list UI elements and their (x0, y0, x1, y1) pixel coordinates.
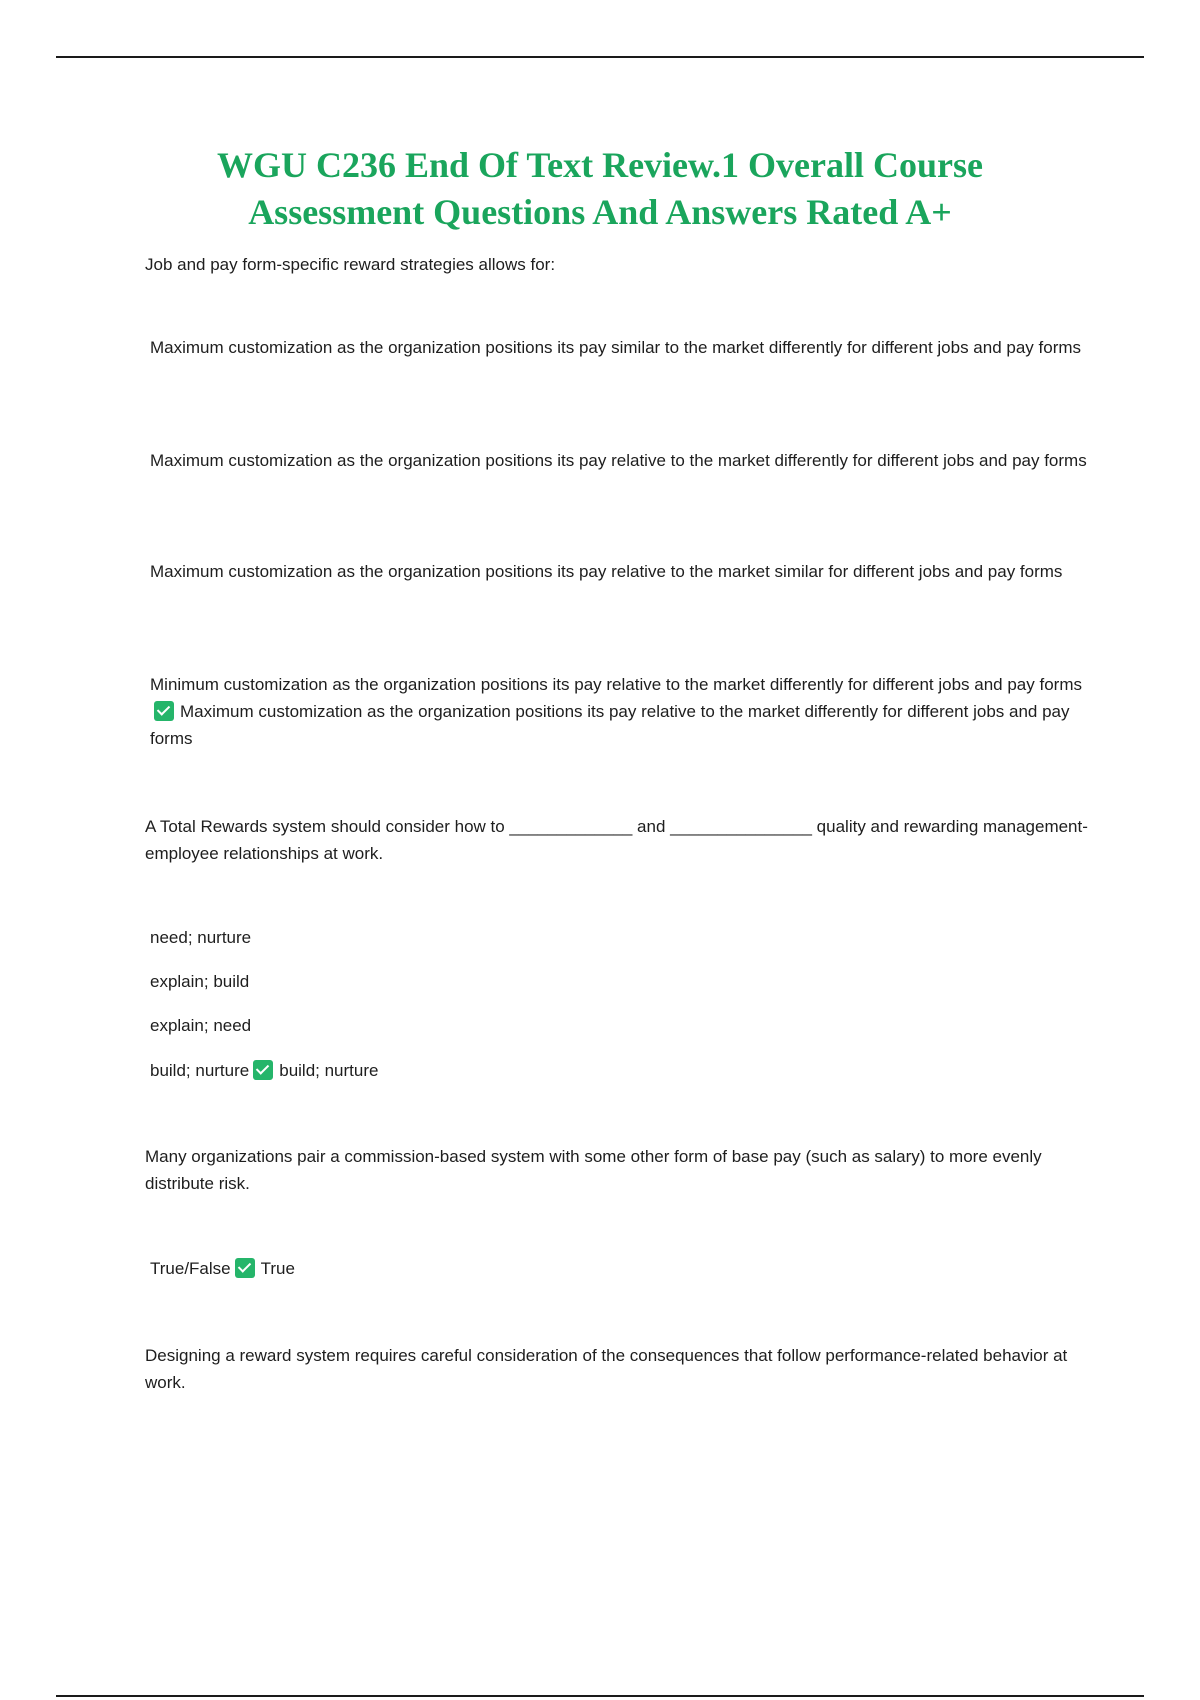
q1-option-3: Maximum customization as the organization positions its pay relative to the market similar for different jobs and pay forms (150, 562, 1063, 581)
q2-option-4-with-answer (145, 1057, 1095, 1084)
top-rule (56, 56, 1144, 58)
q1-option-4: Minimum customization as the organization positions its pay relative to the market differently for different jobs and pay forms (150, 675, 1082, 694)
q2-option-1: need; nurture (150, 928, 252, 947)
q1-option-2: Maximum customization as the organization positions its pay relative to the market differently for different jobs and pay forms (150, 451, 1087, 470)
q1-answer: Maximum customization as the organization positions its pay relative to the market differently for different jobs and pay forms (150, 702, 1070, 748)
q3-option: True/False (150, 1259, 231, 1278)
document-title (100, 142, 1100, 236)
title-line-1: WGU C236 End Of Text Review.1 Overall Course (217, 145, 983, 185)
bottom-rule (56, 1695, 1144, 1697)
q1-option-1: Maximum customization as the organization positions its pay similar to the market differently for different jobs and pay forms (150, 338, 1082, 357)
q2-option-4: build; nurture (150, 1061, 250, 1080)
check-icon (235, 1258, 255, 1278)
q3-answer: True (260, 1259, 295, 1278)
q2-option-3: explain; need (150, 1016, 252, 1035)
q2-option-2: explain; build (150, 972, 250, 991)
check-icon (253, 1060, 273, 1080)
q3-question: Many organizations pair a commission-based system with some other form of base pay (such as salary) to more evenly distribute risk. (145, 1147, 1042, 1193)
check-icon (154, 701, 174, 721)
q1-question: Job and pay form-specific reward strategies allows for: (145, 255, 556, 274)
q2-question: A Total Rewards system should consider how to _____________ and _______________ quality and rewarding management-employee relationships at work. (145, 817, 1088, 863)
q3-option-with-answer (145, 1255, 1095, 1282)
q4-question: Designing a reward system requires careful consideration of the consequences that follow performance-related behavior at work. (145, 1346, 1068, 1392)
title-line-2: Assessment Questions And Answers Rated A+ (248, 192, 952, 232)
q2-answer: build; nurture (279, 1061, 379, 1080)
q1-option-4-with-answer (145, 671, 1095, 752)
